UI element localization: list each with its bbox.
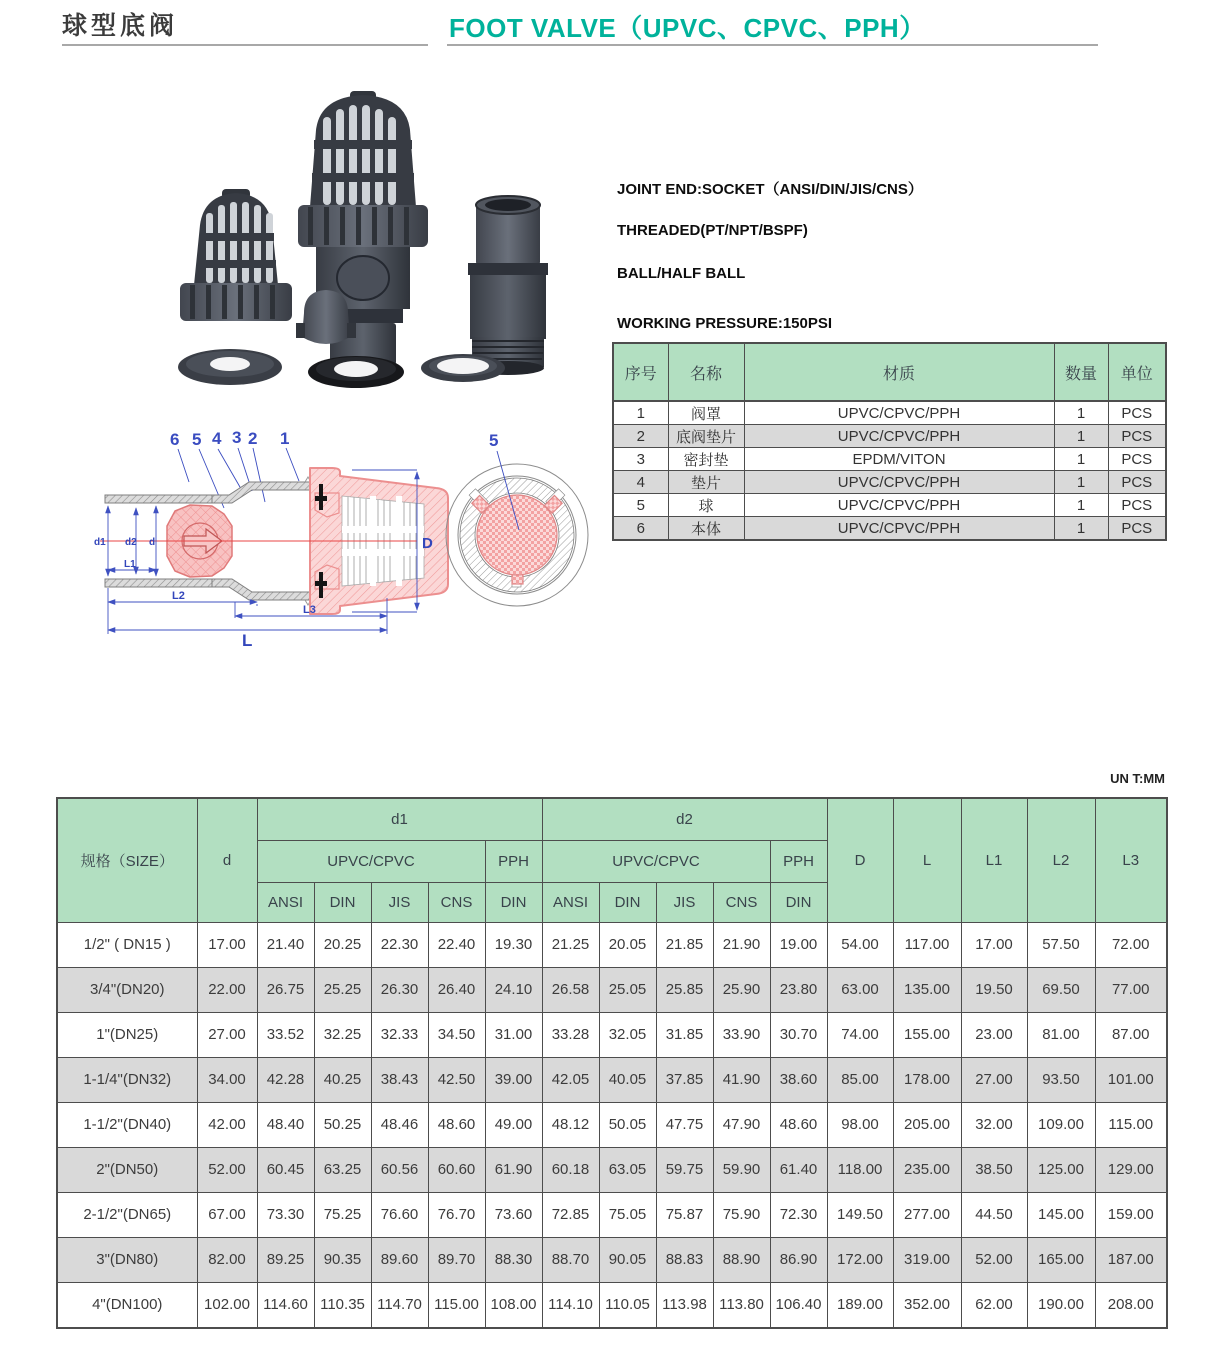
- parts-table-body: [613, 401, 1166, 540]
- header-d1-ansi: ANSI: [257, 882, 314, 922]
- size-cell: 22.00: [197, 967, 257, 1012]
- size-cell: 26.75: [257, 967, 314, 1012]
- svg-text:1: 1: [280, 429, 290, 448]
- size-cell: 50.25: [314, 1102, 371, 1147]
- size-cell: 75.90: [713, 1192, 770, 1237]
- size-cell: 102.00: [197, 1282, 257, 1328]
- size-cell: 17.00: [961, 922, 1027, 967]
- parts-cell: UPVC/CPVC/PPH: [744, 517, 1054, 541]
- size-cell: 20.25: [314, 922, 371, 967]
- size-cell: 73.60: [485, 1192, 542, 1237]
- size-cell: 34.00: [197, 1057, 257, 1102]
- col-qty: 数量: [1054, 343, 1108, 401]
- product-photo: [118, 85, 588, 415]
- parts-cell: 5: [613, 494, 668, 517]
- parts-cell: EPDM/VITON: [744, 448, 1054, 471]
- size-cell: 37.85: [656, 1057, 713, 1102]
- size-cell: 42.05: [542, 1057, 599, 1102]
- size-cell: 21.25: [542, 922, 599, 967]
- header-d2-cns: CNS: [713, 882, 770, 922]
- size-cell: 20.05: [599, 922, 656, 967]
- table-row: [57, 1102, 1167, 1147]
- size-cell: 89.70: [428, 1237, 485, 1282]
- svg-text:d1: d1: [94, 537, 106, 548]
- size-cell: 75.87: [656, 1192, 713, 1237]
- table-row: [613, 494, 1166, 517]
- parts-cell: PCS: [1108, 401, 1166, 425]
- size-cell: 33.90: [713, 1012, 770, 1057]
- col-material: 材质: [744, 343, 1054, 401]
- table-row: [613, 425, 1166, 448]
- parts-cell: 1: [1054, 471, 1108, 494]
- svg-text:5: 5: [192, 430, 202, 449]
- size-cell: 172.00: [827, 1237, 893, 1282]
- size-cell: 87.00: [1095, 1012, 1167, 1057]
- size-cell: 1/2" ( DN15 ): [57, 922, 197, 967]
- header-d1-pph-din: DIN: [485, 882, 542, 922]
- page-title-chinese: 球型底阀: [62, 12, 179, 40]
- parts-cell: PCS: [1108, 425, 1166, 448]
- size-cell: 49.00: [485, 1102, 542, 1147]
- size-cell: 22.30: [371, 922, 428, 967]
- spec-joint-end: JOINT END:SOCKET（ANSI/DIN/JIS/CNS）: [617, 181, 923, 198]
- size-cell: 72.30: [770, 1192, 827, 1237]
- size-cell: 26.58: [542, 967, 599, 1012]
- size-cell: 106.40: [770, 1282, 827, 1328]
- page-title-english: FOOT VALVE（UPVC、CPVC、PPH）: [449, 13, 926, 43]
- size-cell: 72.00: [1095, 922, 1167, 967]
- size-cell: 3/4"(DN20): [57, 967, 197, 1012]
- header-d1-cns: CNS: [428, 882, 485, 922]
- size-cell: 21.90: [713, 922, 770, 967]
- size-cell: 77.00: [1095, 967, 1167, 1012]
- size-cell: 57.50: [1027, 922, 1095, 967]
- size-cell: 117.00: [893, 922, 961, 967]
- size-cell: 63.05: [599, 1147, 656, 1192]
- size-cell: 189.00: [827, 1282, 893, 1328]
- svg-text:6: 6: [170, 430, 180, 449]
- size-cell: 2"(DN50): [57, 1147, 197, 1192]
- size-cell: 59.75: [656, 1147, 713, 1192]
- header-d1-jis: JIS: [371, 882, 428, 922]
- size-cell: 155.00: [893, 1012, 961, 1057]
- header-d2-upvc: UPVC/CPVC: [542, 840, 770, 882]
- parts-cell: 阀罩: [668, 401, 744, 425]
- size-table: [56, 797, 1168, 1329]
- size-cell: 24.10: [485, 967, 542, 1012]
- size-cell: 47.75: [656, 1102, 713, 1147]
- size-cell: 48.60: [770, 1102, 827, 1147]
- size-cell: 86.90: [770, 1237, 827, 1282]
- size-cell: 205.00: [893, 1102, 961, 1147]
- size-cell: 90.35: [314, 1237, 371, 1282]
- table-row: [57, 1237, 1167, 1282]
- size-cell: 149.50: [827, 1192, 893, 1237]
- header-d1-upvc: UPVC/CPVC: [257, 840, 485, 882]
- size-cell: 89.25: [257, 1237, 314, 1282]
- spec-text-block: [617, 178, 1187, 338]
- size-cell: 118.00: [827, 1147, 893, 1192]
- size-cell: 23.00: [961, 1012, 1027, 1057]
- parts-cell: 1: [1054, 401, 1108, 425]
- size-cell: 47.90: [713, 1102, 770, 1147]
- parts-cell: 球: [668, 494, 744, 517]
- size-cell: 19.50: [961, 967, 1027, 1012]
- parts-cell: PCS: [1108, 448, 1166, 471]
- size-cell: 190.00: [1027, 1282, 1095, 1328]
- size-cell: 75.05: [599, 1192, 656, 1237]
- size-cell: 48.40: [257, 1102, 314, 1147]
- size-cell: 27.00: [197, 1012, 257, 1057]
- parts-cell: 1: [1054, 494, 1108, 517]
- size-cell: 25.25: [314, 967, 371, 1012]
- size-cell: 277.00: [893, 1192, 961, 1237]
- parts-cell: PCS: [1108, 517, 1166, 541]
- spec-working-pressure: WORKING PRESSURE:150PSI: [617, 315, 833, 332]
- table-row: [57, 1012, 1167, 1057]
- size-cell: 23.80: [770, 967, 827, 1012]
- size-cell: 89.60: [371, 1237, 428, 1282]
- size-cell: 319.00: [893, 1237, 961, 1282]
- size-cell: 34.50: [428, 1012, 485, 1057]
- header-d2-ansi: ANSI: [542, 882, 599, 922]
- size-cell: 135.00: [893, 967, 961, 1012]
- table-row: [57, 1057, 1167, 1102]
- size-cell: 50.05: [599, 1102, 656, 1147]
- size-cell: 17.00: [197, 922, 257, 967]
- parts-cell: 1: [1054, 517, 1108, 541]
- size-cell: 38.60: [770, 1057, 827, 1102]
- svg-text:3: 3: [232, 428, 242, 447]
- size-cell: 98.00: [827, 1102, 893, 1147]
- table-row: [613, 517, 1166, 541]
- svg-text:D: D: [422, 535, 433, 552]
- size-cell: 54.00: [827, 922, 893, 967]
- size-cell: 1"(DN25): [57, 1012, 197, 1057]
- parts-header-row: [613, 343, 1166, 401]
- parts-cell: UPVC/CPVC/PPH: [744, 425, 1054, 448]
- size-cell: 22.40: [428, 922, 485, 967]
- size-cell: 61.90: [485, 1147, 542, 1192]
- size-cell: 59.90: [713, 1147, 770, 1192]
- size-cell: 39.00: [485, 1057, 542, 1102]
- parts-cell: 4: [613, 471, 668, 494]
- header-L: L: [893, 798, 961, 922]
- size-cell: 52.00: [197, 1147, 257, 1192]
- svg-text:L: L: [242, 631, 253, 650]
- parts-cell: UPVC/CPVC/PPH: [744, 471, 1054, 494]
- size-header-row1: [57, 798, 1167, 840]
- size-cell: 25.90: [713, 967, 770, 1012]
- parts-cell: 本体: [668, 517, 744, 541]
- size-cell: 38.43: [371, 1057, 428, 1102]
- size-cell: 42.00: [197, 1102, 257, 1147]
- size-cell: 85.00: [827, 1057, 893, 1102]
- svg-text:d2: d2: [125, 537, 137, 548]
- size-cell: 113.80: [713, 1282, 770, 1328]
- table-row: [57, 1282, 1167, 1328]
- size-cell: 60.45: [257, 1147, 314, 1192]
- size-cell: 1-1/2"(DN40): [57, 1102, 197, 1147]
- size-cell: 48.46: [371, 1102, 428, 1147]
- size-cell: 4"(DN100): [57, 1282, 197, 1328]
- size-cell: 114.10: [542, 1282, 599, 1328]
- header-size: 规格（SIZE）: [57, 798, 197, 922]
- header-d1-din: DIN: [314, 882, 371, 922]
- table-row: [57, 1147, 1167, 1192]
- header-L2: L2: [1027, 798, 1095, 922]
- size-cell: 48.60: [428, 1102, 485, 1147]
- size-cell: 40.25: [314, 1057, 371, 1102]
- table-row: [613, 448, 1166, 471]
- parts-cell: UPVC/CPVC/PPH: [744, 494, 1054, 517]
- size-cell: 114.60: [257, 1282, 314, 1328]
- size-cell: 33.52: [257, 1012, 314, 1057]
- size-cell: 32.05: [599, 1012, 656, 1057]
- size-cell: 31.00: [485, 1012, 542, 1057]
- header-d2-jis: JIS: [656, 882, 713, 922]
- size-cell: 42.50: [428, 1057, 485, 1102]
- size-cell: 40.05: [599, 1057, 656, 1102]
- parts-cell: 底阀垫片: [668, 425, 744, 448]
- header-d: d: [197, 798, 257, 922]
- size-cell: 63.25: [314, 1147, 371, 1192]
- size-cell: 33.28: [542, 1012, 599, 1057]
- size-cell: 75.25: [314, 1192, 371, 1237]
- size-cell: 73.30: [257, 1192, 314, 1237]
- size-cell: 30.70: [770, 1012, 827, 1057]
- size-cell: 88.30: [485, 1237, 542, 1282]
- size-cell: 41.90: [713, 1057, 770, 1102]
- size-cell: 52.00: [961, 1237, 1027, 1282]
- parts-cell: 1: [1054, 448, 1108, 471]
- size-cell: 48.12: [542, 1102, 599, 1147]
- parts-cell: 垫片: [668, 471, 744, 494]
- parts-cell: 2: [613, 425, 668, 448]
- parts-cell: 1: [1054, 425, 1108, 448]
- size-cell: 26.40: [428, 967, 485, 1012]
- size-cell: 19.00: [770, 922, 827, 967]
- strainer-cage: [180, 189, 292, 321]
- size-cell: 31.85: [656, 1012, 713, 1057]
- size-cell: 25.05: [599, 967, 656, 1012]
- size-cell: 61.40: [770, 1147, 827, 1192]
- table-row: [57, 1192, 1167, 1237]
- socket-adapter: [468, 196, 548, 375]
- size-cell: 110.35: [314, 1282, 371, 1328]
- svg-text:5: 5: [489, 431, 499, 450]
- size-cell: 67.00: [197, 1192, 257, 1237]
- size-cell: 76.70: [428, 1192, 485, 1237]
- spec-ball: BALL/HALF BALL: [617, 265, 746, 282]
- header-d1: d1: [257, 798, 542, 840]
- unit-note: UN T:MM: [1110, 771, 1165, 786]
- header-L1: L1: [961, 798, 1027, 922]
- size-cell: 125.00: [1027, 1147, 1095, 1192]
- size-cell: 129.00: [1095, 1147, 1167, 1192]
- size-cell: 19.30: [485, 922, 542, 967]
- size-cell: 1-1/4"(DN32): [57, 1057, 197, 1102]
- svg-text:L2: L2: [172, 590, 185, 602]
- col-unit: 单位: [1108, 343, 1166, 401]
- size-cell: 32.00: [961, 1102, 1027, 1147]
- size-cell: 88.70: [542, 1237, 599, 1282]
- size-cell: 26.30: [371, 967, 428, 1012]
- parts-table: [612, 342, 1167, 541]
- size-cell: 235.00: [893, 1147, 961, 1192]
- size-cell: 88.83: [656, 1237, 713, 1282]
- size-cell: 110.05: [599, 1282, 656, 1328]
- technical-drawing: [72, 418, 612, 655]
- table-row: [57, 922, 1167, 967]
- size-cell: 60.18: [542, 1147, 599, 1192]
- parts-cell: PCS: [1108, 471, 1166, 494]
- size-cell: 32.33: [371, 1012, 428, 1057]
- parts-cell: UPVC/CPVC/PPH: [744, 401, 1054, 425]
- end-view: [446, 431, 588, 606]
- size-cell: 62.00: [961, 1282, 1027, 1328]
- size-cell: 208.00: [1095, 1282, 1167, 1328]
- header-rule-right: [447, 44, 1098, 46]
- size-cell: 21.40: [257, 922, 314, 967]
- size-cell: 82.00: [197, 1237, 257, 1282]
- size-cell: 114.70: [371, 1282, 428, 1328]
- svg-text:L3: L3: [303, 604, 316, 616]
- table-row: [613, 401, 1166, 425]
- header-d2-pph: PPH: [770, 840, 827, 882]
- svg-text:2: 2: [248, 429, 258, 448]
- size-cell: 27.00: [961, 1057, 1027, 1102]
- size-cell: 60.60: [428, 1147, 485, 1192]
- size-cell: 60.56: [371, 1147, 428, 1192]
- size-cell: 3"(DN80): [57, 1237, 197, 1282]
- size-cell: 63.00: [827, 967, 893, 1012]
- parts-cell: 3: [613, 448, 668, 471]
- size-cell: 21.85: [656, 922, 713, 967]
- size-cell: 115.00: [1095, 1102, 1167, 1147]
- header-d2: d2: [542, 798, 827, 840]
- size-cell: 81.00: [1027, 1012, 1095, 1057]
- col-name: 名称: [668, 343, 744, 401]
- parts-cell: PCS: [1108, 494, 1166, 517]
- size-cell: 2-1/2"(DN65): [57, 1192, 197, 1237]
- size-cell: 76.60: [371, 1192, 428, 1237]
- size-cell: 90.05: [599, 1237, 656, 1282]
- spec-threaded: THREADED(PT/NPT/BSPF): [617, 222, 808, 239]
- size-cell: 42.28: [257, 1057, 314, 1102]
- header-L3: L3: [1095, 798, 1167, 922]
- size-cell: 187.00: [1095, 1237, 1167, 1282]
- size-cell: 159.00: [1095, 1192, 1167, 1237]
- size-cell: 93.50: [1027, 1057, 1095, 1102]
- header-rule-left: [62, 44, 428, 46]
- size-table-body: [57, 922, 1167, 1328]
- parts-cell: 6: [613, 517, 668, 541]
- header-d2-din: DIN: [599, 882, 656, 922]
- size-cell: 32.25: [314, 1012, 371, 1057]
- table-row: [613, 471, 1166, 494]
- parts-cell: 密封垫: [668, 448, 744, 471]
- size-cell: 108.00: [485, 1282, 542, 1328]
- size-cell: 88.90: [713, 1237, 770, 1282]
- size-cell: 352.00: [893, 1282, 961, 1328]
- header-D: D: [827, 798, 893, 922]
- size-cell: 178.00: [893, 1057, 961, 1102]
- header-d2-pph-din: DIN: [770, 882, 827, 922]
- svg-text:d: d: [149, 537, 156, 548]
- size-cell: 44.50: [961, 1192, 1027, 1237]
- size-cell: 72.85: [542, 1192, 599, 1237]
- size-cell: 101.00: [1095, 1057, 1167, 1102]
- size-cell: 113.98: [656, 1282, 713, 1328]
- svg-text:4: 4: [212, 429, 222, 448]
- size-cell: 38.50: [961, 1147, 1027, 1192]
- col-serial: 序号: [613, 343, 668, 401]
- size-cell: 109.00: [1027, 1102, 1095, 1147]
- size-cell: 69.50: [1027, 967, 1095, 1012]
- header-d1-pph: PPH: [485, 840, 542, 882]
- size-cell: 145.00: [1027, 1192, 1095, 1237]
- size-cell: 165.00: [1027, 1237, 1095, 1282]
- table-row: [57, 967, 1167, 1012]
- size-cell: 115.00: [428, 1282, 485, 1328]
- size-cell: 74.00: [827, 1012, 893, 1057]
- svg-text:L1: L1: [124, 559, 136, 570]
- size-cell: 25.85: [656, 967, 713, 1012]
- parts-cell: 1: [613, 401, 668, 425]
